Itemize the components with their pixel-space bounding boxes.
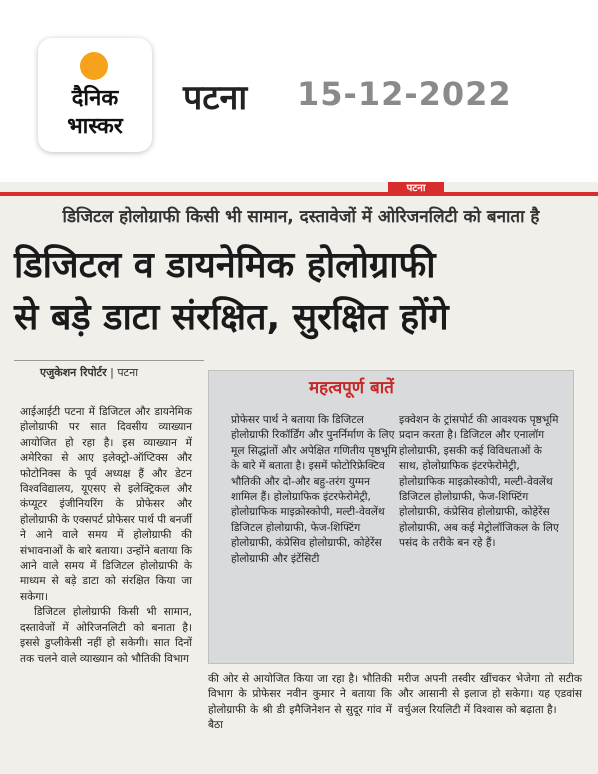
edition-date: 15-12-2022 [297,75,512,113]
article-body-column [20,405,192,667]
article-kicker: डिजिटल होलोग्राफी किसी भी सामान, दस्तावेजों में ओरिजनलिटी को बनाता है [62,207,540,227]
byline-divider [14,360,204,361]
byline-separator: | [110,366,118,379]
body-continuation-column-2: मरीज अपनी तस्वीर खींचकर भेजेगा तो सटीक और आसानी से इलाज हो सकेगा। यह एडवांस वर्चुअल रियलिटी में विश्वास को बढ़ाता है। [398,673,582,716]
byline-city: पटना [117,366,139,379]
article-headline [14,240,590,344]
edition-city: पटना [183,78,248,118]
page-header [0,0,598,178]
body-paragraph-2: डिजिटल होलोग्राफी किसी भी सामान, दस्तावेजों में ओरिजनलिटी को बनाता है। इससे डुप्लीकेसी नहीं हो सकेगी। सात दिनों तक चलने वाले व्याख्यान को भौतिकी विभाग [20,606,192,665]
sun-icon [80,52,108,80]
highlights-column-1: प्रोफेसर पार्थ ने बताया कि डिजिटल होलोग्राफी रिकॉर्डिंग और पुनर्निर्माण के लिए मूल सिद्धांतों और अपेक्षित गणितीय पृष्ठभूमि के बारे में बताता है। इसमें फोटोरिफ्रेक्टिव भौतिकी और दो-और बहु-तरंग युग्मन शामिल हैं। होलोग्राफिक इंटरफेरोमेट्री, होलोग्राफिक माइक्रोस्कोपी, मल्टी-वेवलेंथ डिजिटल होलोग्राफी, फेज-शिफ्टिंग होलोग्राफी, कंप्रेसिव होलोग्राफी, कोहेरेंस होलोग्राफी और इंटेंसिटी [231,414,397,565]
logo-text-line1: दैनिक [71,86,119,111]
highlights-column-2: इक्वेशन के ट्रांसपोर्ट की आवश्यक पृष्ठभूमि प्रदान करता है। डिजिटल और एनालॉग होलोग्राफी, इसकी कई विविधताओं के साथ, होलोग्राफिक इंटरफेरोमेट्री, होलोग्राफिक माइक्रोस्कोपी, मल्टी-वेवलेंथ डिजिटल होलोग्राफी, फेज-शिफ्टिंग होलोग्राफी, कंप्रेसिव होलोग्राफी, कोहेरेंस होलोग्राफी, अब कई मेट्रोलॉजिकल के लिए पसंद के तरीके बन रहे हैं। [399,414,559,550]
newspaper-clipping [0,182,598,774]
highlights-box [208,370,574,664]
body-paragraph-1: आईआईटी पटना में डिजिटल और डायनेमिक होलोग्राफी पर सात दिवसीय व्याख्यान आयोजित हो रहा है। इस व्याख्यान में अमेरिका से आए इलेक्ट्रो-ऑप्टिक्स और फोटोनिक्स के पूर्व अध्यक्ष हैं और डेटन विश्वविद्यालय, यूएसए से इलेक्ट्रिकल और कंप्यूटर इंजीनियरिंग के प्रोफेसर और होलोग्राफी के एक्सपर्ट प्रोफेसर पार्थ पी बनर्जी ने आने वाले समय में होलोग्राफी की संभावनाओं के बारे बताया। उन्होंने बताया कि आने वाले समय में डिजिटल होलोग्राफी के माध्यम से बड़े डाटा को संरक्षित किया जा सकेगा। [20,406,192,603]
section-rule [0,192,598,196]
byline [40,365,138,380]
section-tab: पटना [388,182,444,196]
dainik-bhaskar-logo [38,38,152,152]
headline-line-1: डिजिटल व डायनेमिक होलोग्राफी [14,245,436,286]
highlights-title: महत्वपूर्ण बातें [309,378,394,398]
headline-line-2: से बड़े डाटा संरक्षित, सुरक्षित होंगे [14,297,449,338]
logo-text-line2: भास्कर [67,114,123,139]
byline-author: एजुकेशन रिपोर्टर [40,366,107,379]
body-continuation-column-1: की ओर से आयोजित किया जा रहा है। भौतिकी विभाग के प्रोफेसर नवीन कुमार ने बताया कि होलोग्राफी के श्री डी इमैजिनेशन से सुदूर गांव में बैठा [208,673,392,732]
